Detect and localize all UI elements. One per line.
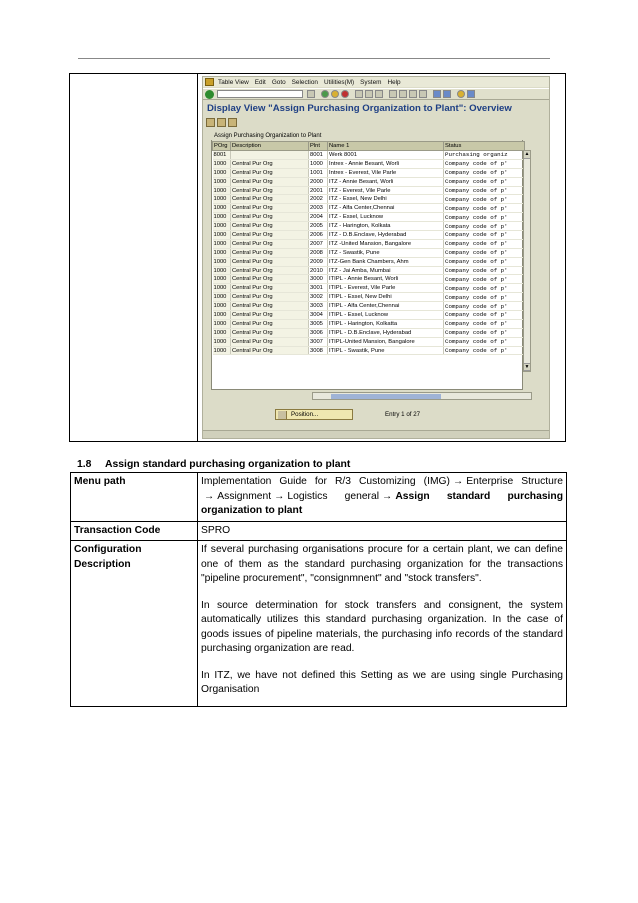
cell-status[interactable]: Company code of p'	[444, 275, 525, 284]
menu-utilities[interactable]: Utilities(M)	[323, 78, 355, 86]
cell-status[interactable]: Company code of p'	[444, 328, 525, 337]
table-row[interactable]	[213, 302, 525, 311]
cell-status[interactable]: Company code of p'	[444, 213, 525, 222]
table-header-row	[213, 142, 525, 151]
cell-description[interactable]: Central Pur Org	[231, 266, 309, 275]
cell-porg[interactable]: 8001	[213, 151, 231, 160]
enter-check-icon[interactable]	[205, 90, 214, 99]
find-next-icon[interactable]	[375, 90, 383, 98]
new-session-icon[interactable]	[433, 90, 441, 98]
shortcut-icon[interactable]	[443, 90, 451, 98]
table-row[interactable]	[213, 328, 525, 337]
cell-name[interactable]: ITIPL-United Mansion, Bangalore	[328, 337, 444, 346]
table-row[interactable]	[213, 293, 525, 302]
cell-status[interactable]: Company code of p'	[444, 293, 525, 302]
cell-name[interactable]: ITZ - Harington, Kolkata	[328, 222, 444, 231]
layout-menu-icon[interactable]	[467, 90, 475, 98]
cell-porg[interactable]: 1000	[213, 311, 231, 320]
position-button[interactable]	[275, 409, 353, 420]
cell-name[interactable]: ITZ - D.B.Enclave, Hyderabad	[328, 231, 444, 240]
cell-porg[interactable]: 1000	[213, 337, 231, 346]
cell-description[interactable]: Central Pur Org	[231, 346, 309, 355]
find-icon[interactable]	[365, 90, 373, 98]
menu-table-view[interactable]: Table View	[218, 78, 249, 86]
cell-name[interactable]: ITZ - Essel, Lucknow	[328, 213, 444, 222]
exit-icon[interactable]	[331, 90, 339, 98]
sap-menubar	[203, 77, 549, 87]
cell-plant[interactable]: 3000	[309, 275, 328, 284]
description-paragraph: In source determination for stock transfers and consignent, the system automatically utilizes this standard purchasing organization. In the case of goods issues of pipeline materials, the purchasing info records of the standard purchasing organization are read.	[201, 599, 563, 654]
cell-plant[interactable]: 2006	[309, 231, 328, 240]
menu-help[interactable]: Help	[387, 78, 401, 86]
menu-path-target: Assign standard purchasing organization to plant	[201, 490, 563, 516]
cell-plant[interactable]: 3008	[309, 346, 328, 355]
cell-porg[interactable]: 1000	[213, 284, 231, 293]
table-body	[213, 151, 525, 355]
cell-status[interactable]: Company code of p'	[444, 177, 525, 186]
cell-status[interactable]: Company code of p'	[444, 239, 525, 248]
cell-porg[interactable]: 1000	[213, 186, 231, 195]
arrow-right-icon: →	[204, 490, 215, 502]
display-change-icon[interactable]	[206, 118, 215, 127]
cell-plant[interactable]: 2003	[309, 204, 328, 213]
cell-description[interactable]: Central Pur Org	[231, 311, 309, 320]
cell-status[interactable]: Company code of p'	[444, 186, 525, 195]
table-row[interactable]	[213, 266, 525, 275]
section-heading	[77, 459, 350, 470]
menu-path-part: Assignment	[217, 490, 272, 502]
scroll-up-icon[interactable]: ▲	[524, 151, 530, 157]
cell-status[interactable]: Company code of p'	[444, 168, 525, 177]
sap-logo-icon[interactable]	[205, 78, 214, 86]
cell-plant[interactable]: 3003	[309, 302, 328, 311]
cell-description[interactable]: Central Pur Org	[231, 159, 309, 168]
cell-plant[interactable]: 2002	[309, 195, 328, 204]
cell-status[interactable]: Company code of p'	[444, 248, 525, 257]
assignment-table	[212, 141, 525, 355]
configuration-description-label: Configuration Description	[71, 541, 198, 707]
arrow-right-icon: →	[382, 490, 393, 502]
transaction-code-value: SPRO	[198, 521, 567, 541]
cell-name[interactable]: ITZ - Annie Besant, Worli	[328, 177, 444, 186]
select-all-icon[interactable]	[217, 118, 226, 127]
cell-description[interactable]: Central Pur Org	[231, 222, 309, 231]
menu-goto[interactable]: Goto	[271, 78, 286, 86]
cell-description[interactable]: Central Pur Org	[231, 275, 309, 284]
description-paragraph: If several purchasing organisations procure for a certain plant, we can define one of them as the standard purchasing organization for the transactions "pipeline procurement", "consignmnent" and "stock transfers".	[201, 544, 563, 584]
cell-description[interactable]: Central Pur Org	[231, 168, 309, 177]
table-row[interactable]	[213, 284, 525, 293]
table-row[interactable]	[213, 346, 525, 355]
transaction-code-label: Transaction Code	[71, 521, 198, 541]
cell-name[interactable]: ITIPL - Harington, Kolkatta	[328, 319, 444, 328]
cell-plant[interactable]: 2005	[309, 222, 328, 231]
table-row[interactable]	[213, 337, 525, 346]
cell-plant[interactable]: 3004	[309, 311, 328, 320]
table-row[interactable]	[213, 248, 525, 257]
cell-name[interactable]: ITIPL - D.B.Enclave, Hyderabad	[328, 328, 444, 337]
column-header-porg[interactable]: POrg	[213, 142, 231, 151]
cell-porg[interactable]: 1000	[213, 222, 231, 231]
cell-status[interactable]: Company code of p'	[444, 204, 525, 213]
section-number: 1.8	[77, 459, 92, 470]
table-row[interactable]	[213, 195, 525, 204]
cell-porg[interactable]: 1000	[213, 248, 231, 257]
cell-description[interactable]: Central Pur Org	[231, 328, 309, 337]
position-button-label: Position...	[291, 411, 319, 418]
cell-porg[interactable]: 1000	[213, 275, 231, 284]
cell-porg[interactable]: 1000	[213, 177, 231, 186]
previous-page-icon[interactable]	[399, 90, 407, 98]
column-header-plant[interactable]: Plnt	[309, 142, 328, 151]
cell-porg[interactable]: 1000	[213, 266, 231, 275]
scroll-down-icon[interactable]: ▼	[524, 364, 530, 370]
menu-path-row	[71, 473, 567, 522]
cell-porg[interactable]: 1000	[213, 328, 231, 337]
table-row[interactable]	[213, 275, 525, 284]
column-header-description[interactable]: Description	[231, 142, 309, 151]
cell-plant[interactable]: 2008	[309, 248, 328, 257]
cell-plant[interactable]: 1001	[309, 168, 328, 177]
arrow-right-icon: →	[452, 476, 464, 487]
next-page-icon[interactable]	[409, 90, 417, 98]
last-page-icon[interactable]	[419, 90, 427, 98]
table-row[interactable]	[213, 231, 525, 240]
cell-name[interactable]: ITZ -United Mansion, Bangalore	[328, 239, 444, 248]
cell-description[interactable]: Central Pur Org	[231, 293, 309, 302]
cancel-icon[interactable]	[341, 90, 349, 98]
cell-porg[interactable]: 1000	[213, 213, 231, 222]
save-icon[interactable]	[307, 90, 315, 98]
frame-divider	[197, 74, 198, 441]
cell-name[interactable]: ITZ-Gen Bank Chambers, Ahm	[328, 257, 444, 266]
menu-path-part: Implementation Guide for R/3 Customizing (IMG)	[201, 476, 450, 487]
section-title: Assign standard purchasing organization to plant	[105, 459, 351, 470]
configuration-description-row	[71, 541, 567, 707]
cell-plant[interactable]: 2010	[309, 266, 328, 275]
cell-porg[interactable]: 1000	[213, 195, 231, 204]
table-row[interactable]	[213, 168, 525, 177]
cell-name[interactable]: ITZ - Swastik, Pune	[328, 248, 444, 257]
cell-name[interactable]: ITZ - Everest, Vile Parle	[328, 186, 444, 195]
cell-plant[interactable]: 3006	[309, 328, 328, 337]
header-rule	[78, 58, 550, 59]
table-row[interactable]	[213, 186, 525, 195]
cell-name[interactable]: ITIPL - Essel, Lucknow	[328, 311, 444, 320]
transaction-code-row	[71, 521, 567, 541]
cell-description[interactable]: Central Pur Org	[231, 177, 309, 186]
menu-path-value	[198, 473, 567, 522]
horizontal-scroll-thumb[interactable]	[331, 394, 441, 399]
horizontal-scrollbar[interactable]	[312, 392, 532, 400]
vertical-scrollbar[interactable]	[523, 150, 531, 372]
cell-name[interactable]: ITIPL - Essel, New Delhi	[328, 293, 444, 302]
table-row[interactable]	[213, 319, 525, 328]
cell-porg[interactable]: 1000	[213, 302, 231, 311]
table-row[interactable]	[213, 151, 525, 160]
cell-name[interactable]: Werk 8001	[328, 151, 444, 160]
column-header-name[interactable]: Name 1	[328, 142, 444, 151]
description-paragraph: In ITZ, we have not defined this Setting as we are using single Purchasing Organisation	[201, 669, 563, 695]
cell-plant[interactable]: 2000	[309, 177, 328, 186]
cell-status[interactable]: Company code of p'	[444, 311, 525, 320]
menu-selection[interactable]: Selection	[291, 78, 318, 86]
cell-status[interactable]: Company code of p'	[444, 231, 525, 240]
cell-name[interactable]: ITZ - Essel, New Delhi	[328, 195, 444, 204]
cell-name[interactable]: ITIPL - Swastik, Pune	[328, 346, 444, 355]
cell-description[interactable]: Central Pur Org	[231, 319, 309, 328]
table-row[interactable]	[213, 213, 525, 222]
menu-system[interactable]: System	[360, 78, 382, 86]
cell-description[interactable]: Central Pur Org	[231, 231, 309, 240]
cell-description[interactable]: Central Pur Org	[231, 213, 309, 222]
cell-description[interactable]: Central Pur Org	[231, 284, 309, 293]
table-row[interactable]	[213, 311, 525, 320]
menu-path-part: Logistics general	[287, 490, 380, 502]
cell-plant[interactable]: 2007	[309, 239, 328, 248]
cell-status[interactable]: Company code of p'	[444, 319, 525, 328]
sap-status-bar	[203, 430, 549, 438]
first-page-icon[interactable]	[389, 90, 397, 98]
cell-name[interactable]: ITIPL - Alfa Center,Chennai	[328, 302, 444, 311]
cell-status[interactable]: Company code of p'	[444, 337, 525, 346]
help-icon[interactable]	[457, 90, 465, 98]
cell-porg[interactable]: 1000	[213, 293, 231, 302]
cell-status[interactable]: Company code of p'	[444, 222, 525, 231]
cell-name[interactable]: Intrex - Annie Besant, Worli	[328, 159, 444, 168]
sap-window	[202, 76, 550, 439]
deselect-all-icon[interactable]	[228, 118, 237, 127]
table-row[interactable]	[213, 222, 525, 231]
cell-porg[interactable]: 1000	[213, 204, 231, 213]
cell-porg[interactable]: 1000	[213, 257, 231, 266]
cell-plant[interactable]: 3002	[309, 293, 328, 302]
arrow-right-icon: →	[274, 490, 285, 502]
cell-porg[interactable]: 1000	[213, 168, 231, 177]
cell-status[interactable]: Company code of p'	[444, 302, 525, 311]
cell-porg[interactable]: 1000	[213, 346, 231, 355]
cell-status[interactable]: Company code of p'	[444, 195, 525, 204]
table-row[interactable]	[213, 159, 525, 168]
cell-description[interactable]: Central Pur Org	[231, 186, 309, 195]
assignment-table-control	[211, 133, 530, 390]
menu-path-part: Enterprise Structure	[466, 476, 563, 487]
cell-plant[interactable]: 2001	[309, 186, 328, 195]
configuration-info-table	[70, 472, 567, 707]
cell-description[interactable]: Central Pur Org	[231, 302, 309, 311]
table-caption: Assign Purchasing Organization to Plant	[212, 133, 522, 141]
cell-status[interactable]: Company code of p'	[444, 257, 525, 266]
sap-screen-title: Display View "Assign Purchasing Organization to Plant": Overview	[207, 103, 512, 114]
cell-description[interactable]: Central Pur Org	[231, 239, 309, 248]
sap-standard-toolbar	[203, 88, 549, 100]
cell-name[interactable]: Intrex - Everest, Vile Parle	[328, 168, 444, 177]
cell-plant[interactable]: 2004	[309, 213, 328, 222]
back-icon[interactable]	[321, 90, 329, 98]
table-row[interactable]	[213, 257, 525, 266]
cell-plant[interactable]: 3005	[309, 319, 328, 328]
cell-description[interactable]: Central Pur Org	[231, 248, 309, 257]
menu-edit[interactable]: Edit	[254, 78, 266, 86]
cell-name[interactable]: ITZ - Jai Amba, Mumbai	[328, 266, 444, 275]
cell-plant[interactable]: 3001	[309, 284, 328, 293]
cell-porg[interactable]: 1000	[213, 231, 231, 240]
cell-porg[interactable]: 1000	[213, 319, 231, 328]
cell-status[interactable]: Company code of p'	[444, 284, 525, 293]
cell-plant[interactable]: 8001	[309, 151, 328, 160]
position-icon	[278, 411, 287, 419]
cell-porg[interactable]: 1000	[213, 239, 231, 248]
column-header-status[interactable]: Status	[444, 142, 525, 151]
print-icon[interactable]	[355, 90, 363, 98]
cell-description[interactable]: Central Pur Org	[231, 337, 309, 346]
table-row[interactable]	[213, 204, 525, 213]
menu-path-label: Menu path	[71, 473, 198, 522]
cell-status[interactable]: Company code of p'	[444, 266, 525, 275]
cell-description[interactable]: Central Pur Org	[231, 204, 309, 213]
cell-status[interactable]: Company code of p'	[444, 159, 525, 168]
cell-plant[interactable]: 1000	[309, 159, 328, 168]
configuration-description-value	[198, 541, 567, 707]
cell-status[interactable]: Purchasing organiz	[444, 151, 525, 160]
table-row[interactable]	[213, 239, 525, 248]
cell-status[interactable]: Company code of p'	[444, 346, 525, 355]
cell-name[interactable]: ITIPL - Everest, Vile Parle	[328, 284, 444, 293]
cell-plant[interactable]: 3007	[309, 337, 328, 346]
table-row[interactable]	[213, 177, 525, 186]
cell-name[interactable]: ITZ - Alfa Center,Chennai	[328, 204, 444, 213]
entry-counter: Entry 1 of 27	[385, 411, 421, 418]
sap-application-toolbar	[206, 117, 239, 128]
command-field[interactable]	[217, 90, 303, 98]
cell-porg[interactable]: 1000	[213, 159, 231, 168]
cell-plant[interactable]: 2009	[309, 257, 328, 266]
cell-description[interactable]: Central Pur Org	[231, 257, 309, 266]
cell-name[interactable]: ITIPL - Annie Besant, Worli	[328, 275, 444, 284]
cell-description[interactable]	[231, 151, 309, 160]
cell-description[interactable]: Central Pur Org	[231, 195, 309, 204]
